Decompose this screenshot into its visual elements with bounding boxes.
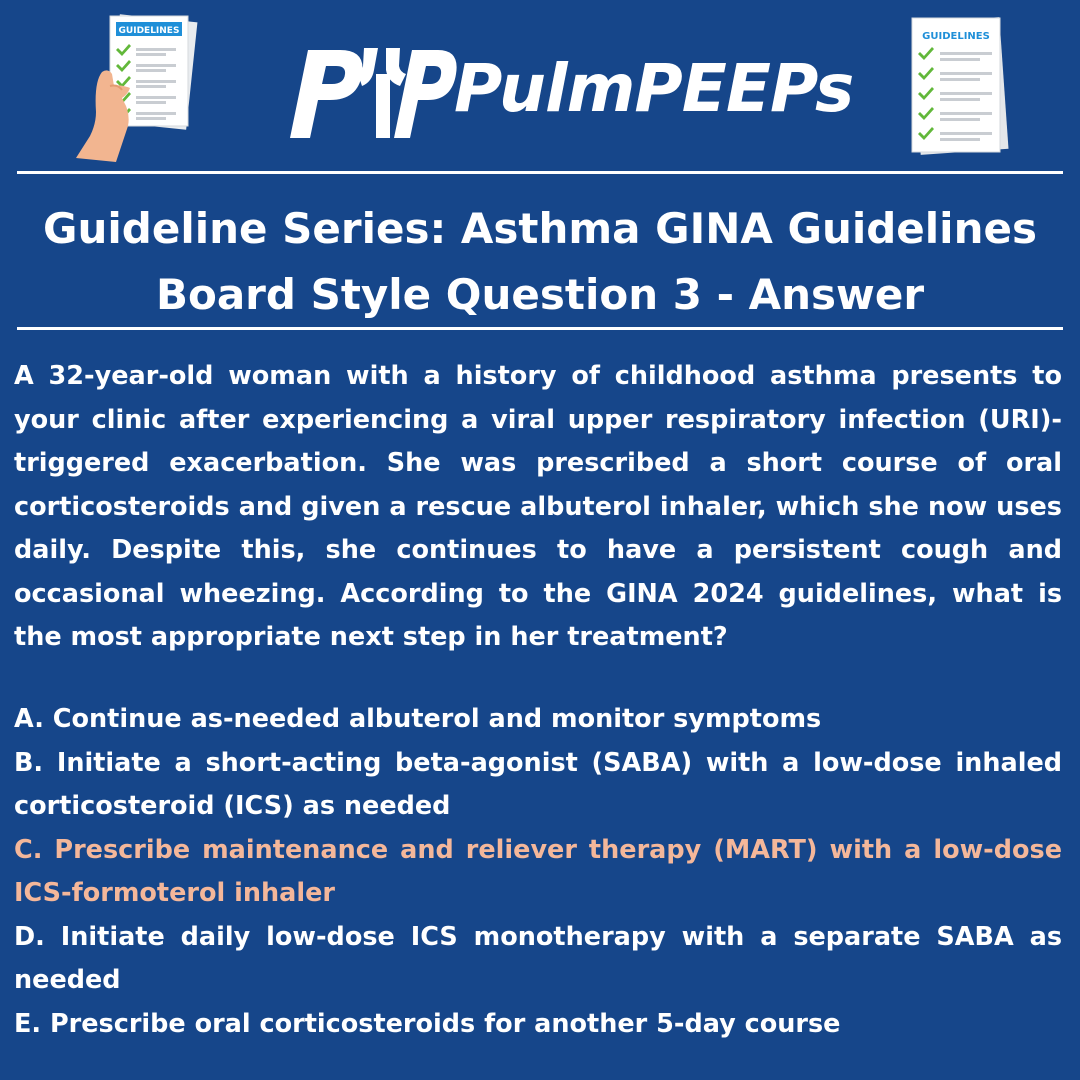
pp-monogram-icon	[282, 30, 457, 150]
guideline-document-hand-icon	[66, 12, 206, 166]
page-title	[0, 196, 1080, 328]
divider-top	[17, 171, 1063, 174]
divider-bottom	[17, 327, 1063, 330]
header	[0, 0, 1080, 170]
option-e: E. Prescribe oral corticosteroids for another 5-day course	[14, 1008, 841, 1039]
title-line-2: Board Style Question 3 - Answer	[155, 270, 925, 319]
answer-options	[14, 698, 1062, 1046]
option-c-correct-answer: C. Prescribe maintenance and reliever therapy (MART) with a low-dose ICS-formoterol inhaler	[14, 834, 1062, 908]
question-text: A 32-year-old woman with a history of childhood asthma presents to your clinic after experiencing a viral upper respiratory infection (URI)-triggered exacerbation. She was prescribed a short course of oral corticosteroids and given a rescue albuterol inhaler, which she now uses daily. Despite this, she continues to have a persistent cough and occasional wheezing. According to the GINA 2024 guidelines, what is the most appropriate next step in her treatment?	[14, 361, 1062, 652]
option-b: B. Initiate a short-acting beta-agonist (SABA) with a low-dose inhaled corticosteroid (ICS) as needed	[14, 747, 1062, 821]
guideline-document-icon	[900, 14, 1010, 163]
brand-name: PulmPEEPs	[454, 50, 854, 127]
pulmpeeps-logo	[282, 30, 854, 150]
badge-label-left: GUIDELINES	[118, 26, 180, 36]
title-line-1: Guideline Series: Asthma GINA Guidelines	[43, 204, 1037, 253]
badge-label-right: GUIDELINES	[922, 31, 990, 42]
option-a: A. Continue as-needed albuterol and monitor symptoms	[14, 704, 822, 734]
option-d: D. Initiate daily low-dose ICS monotherapy with a separate SABA as needed	[14, 921, 1062, 995]
